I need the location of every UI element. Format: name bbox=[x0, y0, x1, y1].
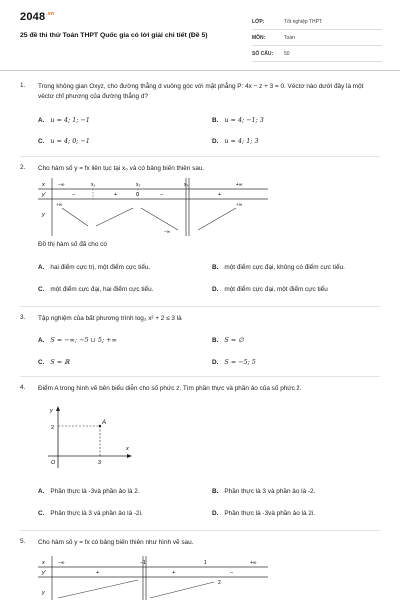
option-text: Phần thực là -3và phần ảo là 2i. bbox=[224, 510, 316, 517]
question-divider bbox=[20, 306, 380, 307]
option-b[interactable] bbox=[212, 264, 345, 271]
variation-table-2 bbox=[38, 556, 268, 600]
option-letter: A. bbox=[38, 264, 45, 271]
option-b[interactable] bbox=[212, 336, 244, 344]
option-d[interactable] bbox=[212, 510, 315, 517]
point-a bbox=[99, 425, 101, 427]
table-sign: 0 bbox=[136, 192, 140, 198]
table-sign: + bbox=[96, 570, 100, 576]
option-c[interactable] bbox=[38, 510, 143, 517]
option-text: S = ℝ bbox=[50, 358, 70, 366]
table-x-value: 1 bbox=[204, 560, 207, 566]
option-text: S = −5; 5 bbox=[224, 358, 256, 366]
table-y-value: +∞ bbox=[56, 203, 63, 208]
y-value-label: 2 bbox=[51, 425, 55, 431]
variation-table-1 bbox=[38, 178, 268, 236]
option-letter: D. bbox=[212, 359, 219, 366]
meta-value: Toán bbox=[284, 34, 295, 41]
option-letter: C. bbox=[38, 286, 45, 293]
table-x-label: x bbox=[42, 560, 45, 566]
option-letter: B. bbox=[212, 264, 219, 271]
option-c[interactable] bbox=[38, 137, 90, 145]
question-subtext: Đồ thị hàm số đã cho có bbox=[38, 241, 107, 248]
option-text: u = 4; −1; 3 bbox=[224, 116, 264, 124]
table-yprime-label: y' bbox=[42, 192, 46, 198]
option-d[interactable] bbox=[212, 358, 256, 366]
option-letter: B. bbox=[212, 117, 219, 124]
x-axis-label: x bbox=[126, 446, 129, 452]
document-title: 25 đề thi thử Toán THPT Quốc gia có lời giải chi tiết (Đề 5) bbox=[20, 32, 208, 39]
option-b[interactable] bbox=[212, 116, 264, 124]
header-divider bbox=[0, 70, 400, 71]
table-y-value: −∞ bbox=[164, 230, 171, 235]
option-text: u = 4; 1; −1 bbox=[50, 116, 90, 124]
question-divider bbox=[20, 156, 380, 157]
option-text: Phần thực là -3và phần ảo là 2. bbox=[50, 488, 140, 495]
option-text: Phần thực là 3 và phần ảo là -2. bbox=[224, 488, 316, 495]
option-text: S = −∞; −5 ∪ 5; +∞ bbox=[50, 336, 117, 344]
question-number: 4. bbox=[20, 384, 26, 391]
question-number: 3. bbox=[20, 314, 26, 321]
option-letter: A. bbox=[38, 117, 45, 124]
meta-table bbox=[252, 14, 382, 62]
option-c[interactable] bbox=[38, 358, 70, 366]
table-sign: + bbox=[172, 570, 176, 576]
table-x-value: x₃ bbox=[184, 182, 189, 188]
option-text: một điểm cực đại, một điểm cực tiểu bbox=[224, 286, 328, 293]
table-sign: − bbox=[230, 570, 234, 576]
table-x-label: x bbox=[42, 182, 45, 188]
arrow-down bbox=[141, 208, 178, 230]
question-text: Trong không gian Oxyz, cho đường thẳng d vuông góc với mặt phẳng P: 4x − z + 3 = 0. Véctơ nào dưới đây là một véctơ chỉ phương của đường thẳng d? bbox=[38, 83, 364, 100]
site-logo[interactable] bbox=[20, 11, 54, 23]
meta-key: SỐ CÂU: bbox=[252, 50, 274, 57]
option-a[interactable] bbox=[38, 264, 150, 271]
complex-plane-figure bbox=[46, 404, 136, 474]
table-y-label: y bbox=[42, 212, 45, 218]
option-text: Phần thực là 3 và phần ảo là -2i. bbox=[50, 510, 143, 517]
option-letter: B. bbox=[212, 337, 219, 344]
question-text: Tập nghiệm của bất phương trình log₃ x² + 2 ≤ 3 là bbox=[38, 315, 182, 322]
arrow-down bbox=[62, 208, 88, 226]
table-yprime-label: y' bbox=[42, 570, 46, 576]
option-b[interactable] bbox=[212, 488, 315, 495]
y-axis-label: y bbox=[50, 408, 53, 414]
arrow-up bbox=[198, 208, 236, 230]
arrow-up bbox=[58, 580, 138, 598]
logo-text: 2048 bbox=[20, 11, 46, 23]
meta-row-count bbox=[252, 46, 382, 62]
table-sign: + bbox=[114, 192, 118, 198]
arrow-up bbox=[96, 208, 133, 226]
meta-row-subject bbox=[252, 30, 382, 46]
option-letter: D. bbox=[212, 138, 219, 145]
option-letter: D. bbox=[212, 286, 219, 293]
table-sign: + bbox=[218, 192, 222, 198]
table-x-value: +∞ bbox=[250, 560, 257, 566]
option-text: một điểm cực đại, không có điểm cực tiểu. bbox=[224, 264, 345, 271]
table-x-value: −1 bbox=[140, 560, 146, 566]
meta-key: MÔN: bbox=[252, 34, 266, 41]
option-text: u = 4; 1; 3 bbox=[224, 137, 259, 145]
table-y-value: 2 bbox=[218, 580, 221, 586]
question-text: Điểm A trong hình vẽ bên biểu diễn cho số phức z. Tìm phần thực và phần ảo của số phức z̄. bbox=[38, 385, 302, 392]
option-text: u = 4; 0; −1 bbox=[50, 137, 90, 145]
question-number: 2. bbox=[20, 164, 26, 171]
option-letter: C. bbox=[38, 510, 45, 517]
option-a[interactable] bbox=[38, 488, 140, 495]
question-number: 5. bbox=[20, 538, 26, 545]
arrow-up bbox=[150, 582, 214, 598]
table-x-value: x₂ bbox=[136, 182, 141, 188]
question-text: Cho hàm số y = fx liên tục tại x₀ và có bảng biến thiên sau. bbox=[38, 165, 205, 172]
option-letter: B. bbox=[212, 488, 219, 495]
table-y-label: y bbox=[42, 590, 45, 596]
logo-suffix: .vn bbox=[46, 11, 55, 18]
question-text: Cho hàm số y = fx có bảng biến thiên như hình vẽ sau. bbox=[38, 539, 194, 546]
table-x-value: x₁ bbox=[91, 182, 96, 188]
option-letter: A. bbox=[38, 337, 45, 344]
meta-row-class bbox=[252, 14, 382, 30]
meta-key: LỚP: bbox=[252, 18, 265, 25]
option-a[interactable] bbox=[38, 336, 117, 344]
x-value-label: 3 bbox=[98, 460, 102, 466]
question-divider bbox=[20, 376, 380, 377]
question-number: 1. bbox=[20, 82, 26, 89]
point-label: A bbox=[102, 420, 107, 426]
table-x-value: −∞ bbox=[58, 560, 65, 566]
option-letter: C. bbox=[38, 359, 45, 366]
option-letter: A. bbox=[38, 488, 45, 495]
option-a[interactable] bbox=[38, 116, 90, 124]
table-sign: − bbox=[72, 192, 76, 198]
origin-label: O bbox=[51, 460, 56, 466]
option-text: hai điểm cực trị, một điểm cực tiểu. bbox=[50, 264, 151, 271]
option-d[interactable] bbox=[212, 137, 259, 145]
table-x-value: −∞ bbox=[58, 182, 65, 188]
option-c[interactable] bbox=[38, 286, 153, 293]
option-letter: D. bbox=[212, 510, 219, 517]
option-text: S = ∅ bbox=[224, 336, 244, 344]
meta-value: Tốt nghiệp THPT bbox=[284, 18, 322, 25]
meta-value: 50 bbox=[284, 50, 290, 57]
table-x-value: +∞ bbox=[236, 182, 243, 188]
option-letter: C. bbox=[38, 138, 45, 145]
option-d[interactable] bbox=[212, 286, 328, 293]
option-text: một điểm cực đại, hai điểm cực tiểu. bbox=[50, 286, 154, 293]
question-divider bbox=[20, 530, 380, 531]
document-header bbox=[0, 0, 400, 72]
table-sign: − bbox=[160, 192, 164, 198]
table-y-value: +∞ bbox=[236, 203, 243, 208]
